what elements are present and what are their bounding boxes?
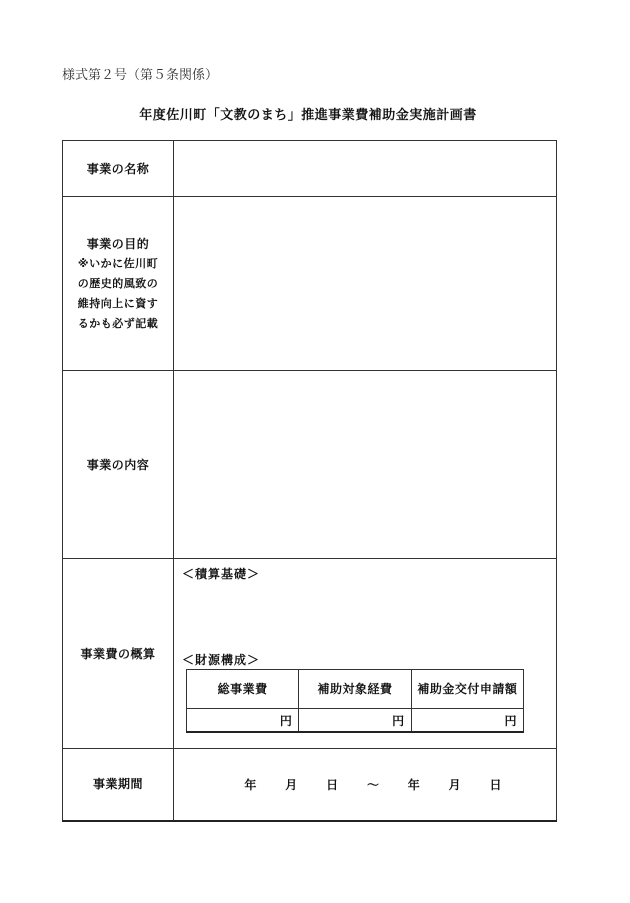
header-total-cost: 総事業費	[187, 670, 299, 709]
project-name-field[interactable]	[174, 141, 557, 197]
calculation-basis-heading: ＜積算基礎＞	[182, 567, 261, 581]
purpose-note-line: るかも必ず記載	[77, 316, 159, 330]
row-project-purpose	[63, 197, 557, 371]
project-content-field[interactable]	[174, 371, 557, 559]
funding-table	[186, 669, 524, 733]
start-year-label: 年	[244, 777, 257, 792]
label-project-content: 事業の内容	[63, 371, 174, 559]
eligible-cost-amount-field[interactable]	[299, 709, 411, 733]
label-cost-estimate: 事業費の概算	[63, 559, 174, 749]
end-day-label: 日	[489, 777, 502, 792]
row-project-period	[63, 749, 557, 821]
label-project-purpose	[63, 197, 174, 371]
yen-unit: 円	[392, 713, 405, 728]
purpose-note-line: の歴史的風致の	[77, 276, 159, 290]
range-tilde: ～	[366, 777, 379, 792]
end-month-label: 月	[448, 777, 461, 792]
funding-header-row	[187, 670, 524, 709]
funding-source-heading: ＜財源構成＞	[182, 653, 261, 667]
start-day-label: 日	[326, 777, 339, 792]
header-eligible-cost: 補助対象経費	[299, 670, 411, 709]
project-purpose-field[interactable]	[174, 197, 557, 371]
row-project-content	[63, 371, 557, 559]
period-date-range	[174, 776, 556, 793]
yen-unit: 円	[504, 713, 517, 728]
end-year-label: 年	[407, 777, 420, 792]
funding-amount-row	[187, 709, 524, 733]
label-project-period: 事業期間	[63, 749, 174, 821]
purpose-label: 事業の目的	[86, 236, 150, 251]
row-project-name	[63, 141, 557, 197]
document-title: 年度佐川町「文教のまち」推進事業費補助金実施計画書	[139, 108, 477, 123]
grant-request-amount-field[interactable]	[411, 709, 523, 733]
purpose-note-line: 維持向上に資す	[77, 296, 159, 310]
start-month-label: 月	[285, 777, 298, 792]
project-period-field[interactable]	[174, 749, 557, 821]
label-project-name: 事業の名称	[63, 141, 174, 197]
cost-estimate-cell	[174, 559, 557, 749]
yen-unit: 円	[279, 713, 293, 728]
form-number: 様式第２号（第５条関係）	[62, 68, 219, 83]
row-cost-estimate	[63, 559, 557, 749]
purpose-note-line: ※いかに佐川町	[77, 256, 159, 270]
total-cost-amount-field[interactable]	[187, 709, 299, 733]
plan-form-table	[62, 140, 557, 822]
header-grant-request: 補助金交付申請額	[411, 670, 523, 709]
